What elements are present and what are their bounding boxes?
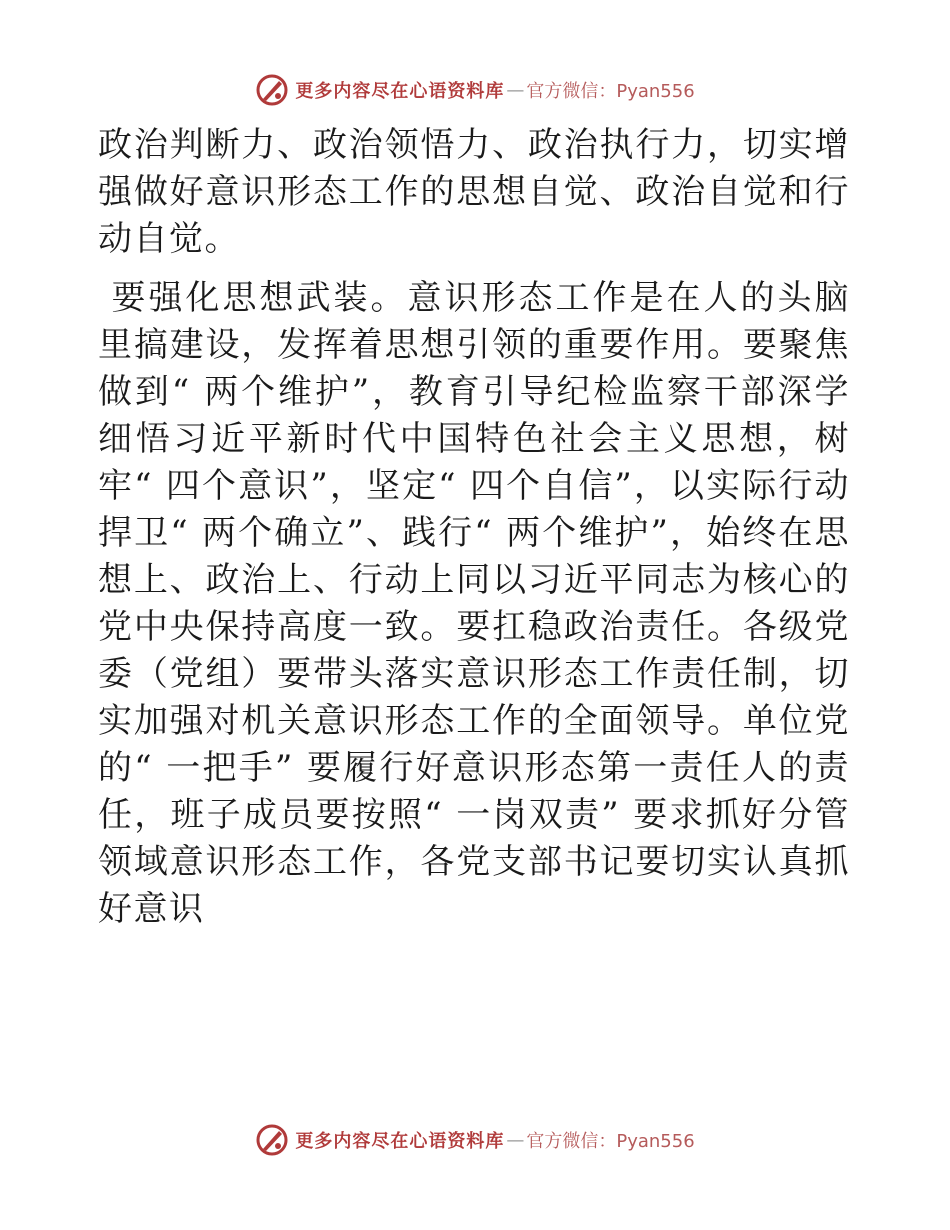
- header-separator: —: [506, 79, 525, 101]
- paragraph-2: [98, 275, 850, 933]
- document-body: [98, 122, 850, 933]
- quill-seal-icon: [255, 73, 289, 107]
- page-footer-watermark: [0, 1120, 950, 1160]
- footer-contact-text: 官方微信：Pyan556: [526, 1131, 695, 1152]
- header-contact-text: 官方微信：Pyan556: [526, 81, 695, 102]
- footer-separator: —: [506, 1129, 525, 1151]
- paragraph-2-text: 要强化思想武装。意识形态工作是在人的头脑里搞建设，发挥着思想引领的重要作用。要聚焦做到“ 两个维护”，教育引导纪检监察干部深学细悟习近平新时代中国特色社会主义思想，树牢“ 四个意识”，坚定“ 四个自信”，以实际行动捍卫“ 两个确立”、践行“ 两个维护”，始终在思想上、政治上、行动上同以习近平同志为核心的党中央保持高度一致。要扛稳政治责任。各级党委（党组）要带头落实意识形态工作责任制，切实加强对机关意识形态工作的全面领导。单位党的“ 一把手” 要履行好意识形态第一责任人的责任，班子成员要按照“ 一岗双责” 要求抓好分管领域意识形态工作，各党支部书记要切实认真抓好意识: [98, 278, 850, 929]
- paragraph-1: 政治判断力、政治领悟力、政治执行力，切实增强做好意识形态工作的思想自觉、政治自觉和行动自觉。: [98, 125, 850, 259]
- page-header-watermark: [0, 70, 950, 110]
- quill-seal-icon: [255, 1123, 289, 1157]
- footer-brand-text: 更多内容尽在心语资料库: [295, 1131, 505, 1152]
- header-brand-text: 更多内容尽在心语资料库: [295, 81, 505, 102]
